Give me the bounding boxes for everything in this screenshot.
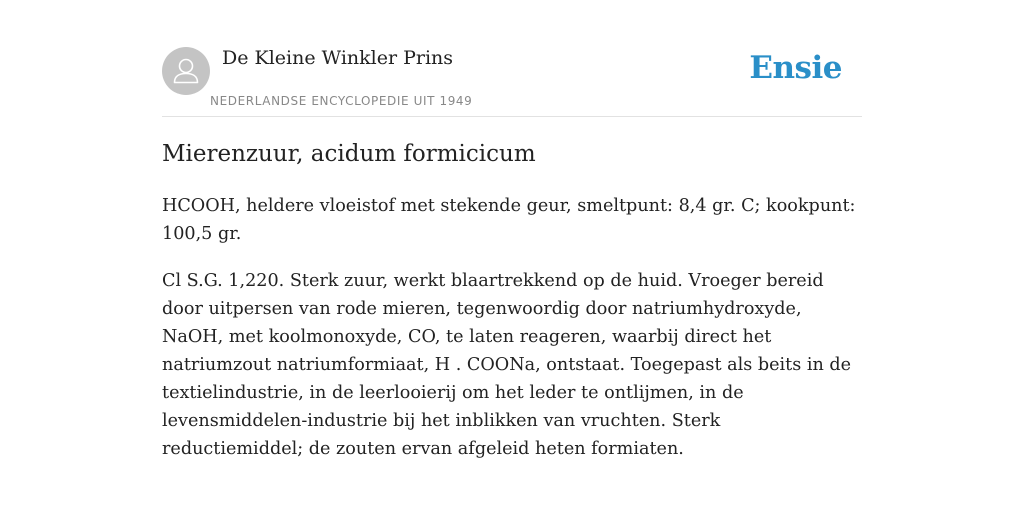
source-subtitle: NEDERLANDSE ENCYCLOPEDIE UIT 1949 (210, 94, 473, 108)
article-paragraph: HCOOH, heldere vloeistof met stekende geur, smeltpunt: 8,4 gr. C; kookpunt: 100,5 gr. (162, 196, 856, 244)
user-avatar-icon[interactable] (162, 47, 210, 95)
source-header (162, 0, 862, 117)
source-name-link[interactable]: De Kleine Winkler Prins (222, 47, 454, 69)
article-title: Mierenzuur, acidum formicicum (162, 141, 536, 167)
ensie-logo-link[interactable]: Ensie (749, 50, 842, 86)
page-content (162, 0, 862, 512)
article-paragraph: Cl S.G. 1,220. Sterk zuur, werkt blaartrekkend op de huid. Vroeger bereid door uitpersen van rode mieren, tegenwoordig door natriumhydroxyde, NaOH, met koolmonoxyde, CO, te laten reageren, waarbij direct het natriumzout natriumformiaat, H . COONa, ontstaat. Toegepast als beits in de textielindustrie, in de leerlooierij om het leder te ontlijmen, in de levensmiddelen-industrie bij het inblikken van vruchten. Sterk reductiemiddel; de zouten ervan afgeleid heten formiaten. (162, 271, 852, 459)
user-outline-icon (162, 47, 210, 95)
